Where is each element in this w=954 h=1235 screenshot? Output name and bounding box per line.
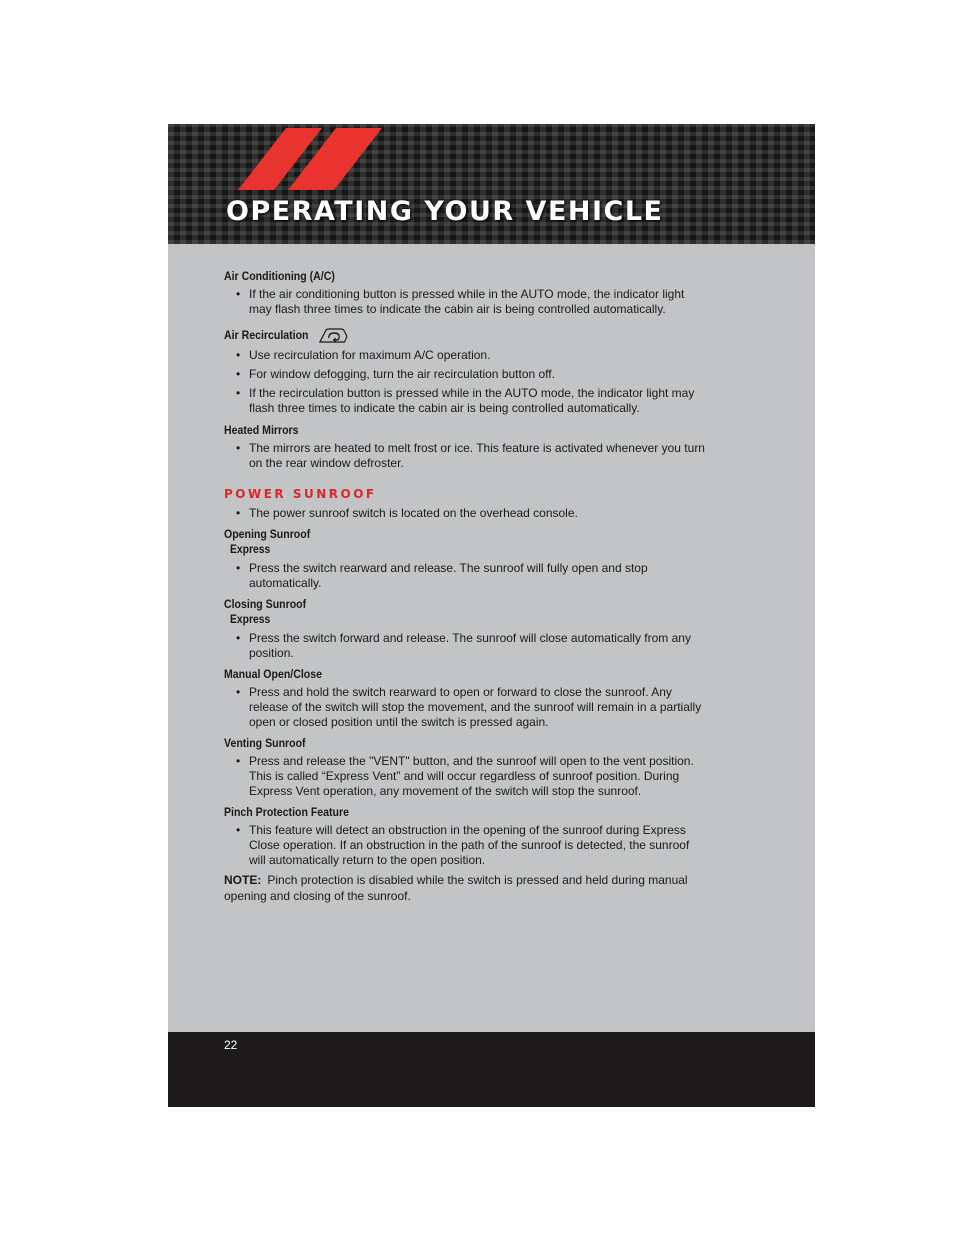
subheading-opening-express: Express bbox=[230, 544, 271, 556]
section-heading-pinch: Pinch Protection Feature bbox=[224, 805, 349, 819]
footer-bar bbox=[168, 1032, 815, 1107]
header-banner bbox=[168, 124, 815, 244]
manual-page bbox=[168, 124, 815, 1107]
note-label: NOTE: bbox=[224, 873, 262, 887]
bullet-list-manual bbox=[224, 685, 706, 730]
section-heading-recirc-label: Air Recirculation bbox=[224, 328, 309, 343]
bullet-list-recirc bbox=[224, 348, 706, 416]
section-heading-ac: Air Conditioning (A/C) bbox=[224, 269, 335, 283]
page-title: OPERATING YOUR VEHICLE bbox=[226, 196, 664, 227]
section-heading-recirc bbox=[224, 327, 648, 345]
bullet-list-closing bbox=[224, 631, 706, 661]
list-item: • The power sunroof switch is located on the overhead console. bbox=[224, 506, 706, 521]
list-item: • Press the switch forward and release. The sunroof will close automatically from any position. bbox=[224, 631, 706, 661]
bullet-list-pinch bbox=[224, 823, 706, 868]
section-heading-manual: Manual Open/Close bbox=[224, 667, 322, 681]
list-item: • For window defogging, turn the air recirculation button off. bbox=[224, 367, 706, 382]
note-paragraph bbox=[224, 872, 706, 904]
bullet-list-mirrors bbox=[224, 441, 706, 471]
list-item: • If the recirculation button is pressed while in the AUTO mode, the indicator light may flash three times to indicate the cabin air is being controlled automatically. bbox=[224, 386, 706, 416]
bullet-list-venting bbox=[224, 754, 706, 799]
list-item: • Press the switch rearward and release. The sunroof will fully open and stop automatically. bbox=[224, 561, 706, 591]
list-item: • Press and hold the switch rearward to open or forward to close the sunroof. Any release of the switch will stop the movement, and the sunroof will remain in a partially open or closed position until the switch is pressed again. bbox=[224, 685, 706, 730]
note-text: Pinch protection is disabled while the switch is pressed and held during manual opening and closing of the sunroof. bbox=[224, 873, 688, 903]
page-number: 22 bbox=[224, 1038, 238, 1052]
list-item: • Use recirculation for maximum A/C operation. bbox=[224, 348, 706, 363]
main-content bbox=[224, 268, 706, 904]
bullet-list-ac bbox=[224, 287, 706, 317]
list-item: • This feature will detect an obstruction in the opening of the sunroof during Express Close operation. If an obstruction in the path of the sunroof is detected, the sunroof will automatically return to the open position. bbox=[224, 823, 706, 868]
subheading-closing-express: Express bbox=[230, 614, 271, 626]
section-heading-opening: Opening Sunroof bbox=[224, 527, 311, 541]
list-item: • Press and release the "VENT" button, and the sunroof will open to the vent position. This is called “Express Vent” and will occur regardless of sunroof position. During Express Vent operation, any movement of the switch will stop the sunroof. bbox=[224, 754, 706, 799]
section-heading-sunroof: POWER SUNROOF bbox=[224, 487, 377, 501]
bullet-list-sunroof bbox=[224, 506, 706, 521]
bullet-list-opening bbox=[224, 561, 706, 591]
section-heading-mirrors: Heated Mirrors bbox=[224, 423, 299, 437]
section-heading-closing: Closing Sunroof bbox=[224, 597, 307, 611]
list-item: • If the air conditioning button is pressed while in the AUTO mode, the indicator light may flash three times to indicate the cabin air is being controlled automatically. bbox=[224, 287, 706, 317]
section-heading-venting: Venting Sunroof bbox=[224, 736, 306, 750]
list-item: • The mirrors are heated to melt frost or ice. This feature is activated whenever you turn on the rear window defroster. bbox=[224, 441, 706, 471]
air-recirculation-icon bbox=[318, 327, 348, 345]
brand-stripes-logo bbox=[238, 128, 388, 190]
